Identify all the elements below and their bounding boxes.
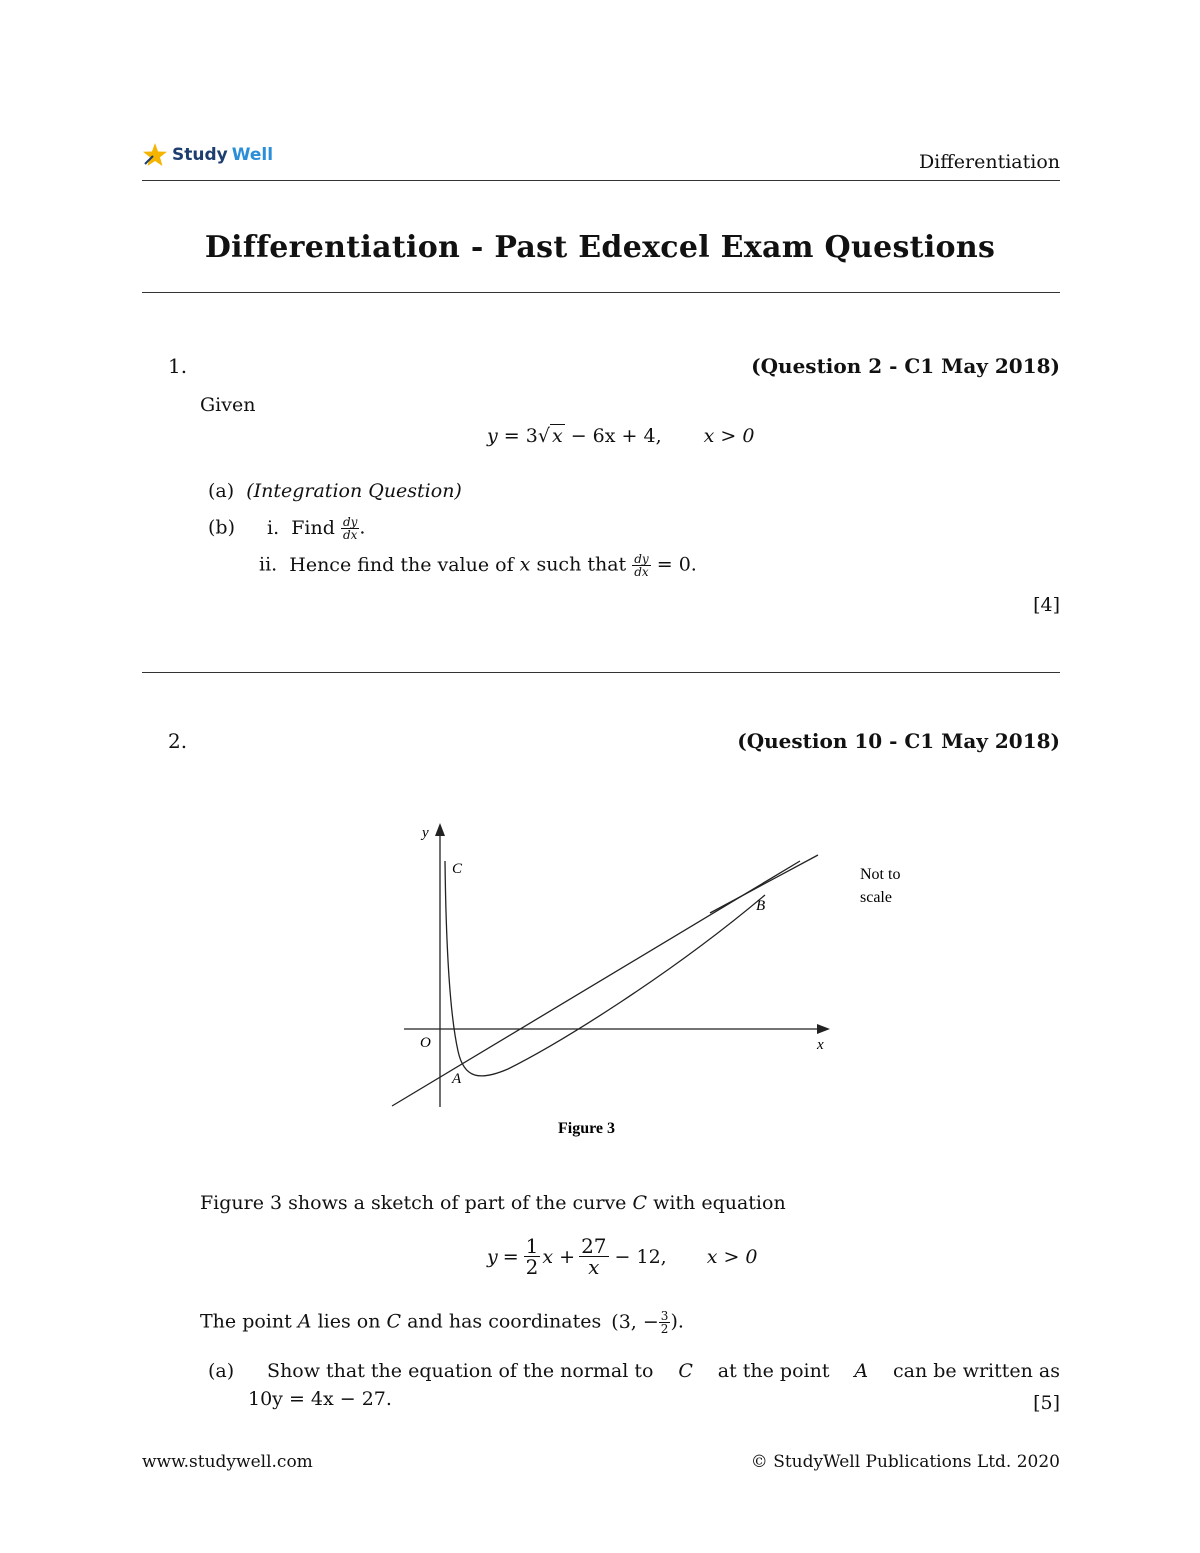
- q2-number: 2.: [168, 729, 188, 753]
- fig-point-a-label: A: [452, 1071, 462, 1087]
- logo: [142, 141, 273, 169]
- fig-note-line1: Not to: [860, 866, 901, 883]
- three-halves-fraction: $\frac{3}{2}$: [660, 1309, 669, 1336]
- q2-reference: (Question 10 - C1 May 2018): [737, 729, 1060, 753]
- fig-note-line2: scale: [860, 889, 892, 906]
- logo-well: Well: [231, 145, 274, 165]
- q1-given: Given: [200, 394, 256, 416]
- q1-reference: (Question 2 - C1 May 2018): [751, 354, 1060, 378]
- x-axis-arrow: [817, 1024, 830, 1034]
- fig-point-b-label: B: [756, 898, 766, 914]
- header-rule: [142, 180, 1060, 181]
- figure-3: [380, 815, 940, 1150]
- q1-marks: [4]: [1033, 594, 1060, 616]
- q1-number: 1.: [168, 354, 188, 378]
- q1-part-a: (a) (Integration Question): [208, 480, 462, 502]
- q1-equation: y = 3√ x − 6x + 4, x > 0: [487, 425, 755, 447]
- q1-part-b: (b) i. Find $\frac{dy}{dx}$ .: [208, 515, 366, 542]
- copyright-icon: ©: [750, 1452, 768, 1472]
- q2-point-a: The point A lies on C and has coordinates (3, − $\frac{3}{2}$ ).: [200, 1309, 684, 1336]
- twentyseven-over-x-fraction: $\frac{27}{x}$: [581, 1234, 607, 1279]
- fig-y-label: y: [422, 825, 429, 841]
- q2-intro: Figure 3 shows a sketch of part of the curve C with equation: [200, 1192, 786, 1214]
- page-title: Differentiation - Past Edexcel Exam Questions: [204, 230, 996, 265]
- sqrt-sign: √: [537, 425, 550, 447]
- star-icon: [142, 142, 168, 168]
- y-axis-arrow: [435, 823, 445, 836]
- dy-dx-fraction: $\frac{dy}{dx}$: [634, 552, 649, 579]
- header-section: Differentiation: [918, 151, 1060, 173]
- q2-marks: [5]: [1033, 1392, 1060, 1414]
- q2-equation: y = $\frac{1}{2}$ x + $\frac{27}{x}$ − 12, x > 0: [487, 1234, 758, 1279]
- footer-copyright: © StudyWell Publications Ltd. 2020: [750, 1452, 1060, 1472]
- footer-url[interactable]: www.studywell.com: [142, 1452, 313, 1472]
- fig-curve-label: C: [452, 861, 463, 877]
- fig-x-label: x: [817, 1037, 824, 1053]
- fig-origin-label: O: [420, 1035, 431, 1051]
- logo-study: Study: [172, 145, 228, 165]
- title-rule: [142, 292, 1060, 293]
- q2-part-a: (a) Show that the equation of the normal to C at the point A can be written as 10y = 4x − 27.: [208, 1360, 1060, 1410]
- q1-part-b-ii: ii. Hence find the value of x such that $\frac{dy}{dx}$ = 0.: [259, 552, 697, 579]
- curve-c: [445, 861, 765, 1076]
- fig-caption: Figure 3: [558, 1120, 616, 1137]
- dy-dx-fraction: $\frac{dy}{dx}$: [342, 515, 358, 542]
- half-fraction: $\frac{1}{2}$: [525, 1234, 539, 1279]
- q1-rule: [142, 672, 1060, 673]
